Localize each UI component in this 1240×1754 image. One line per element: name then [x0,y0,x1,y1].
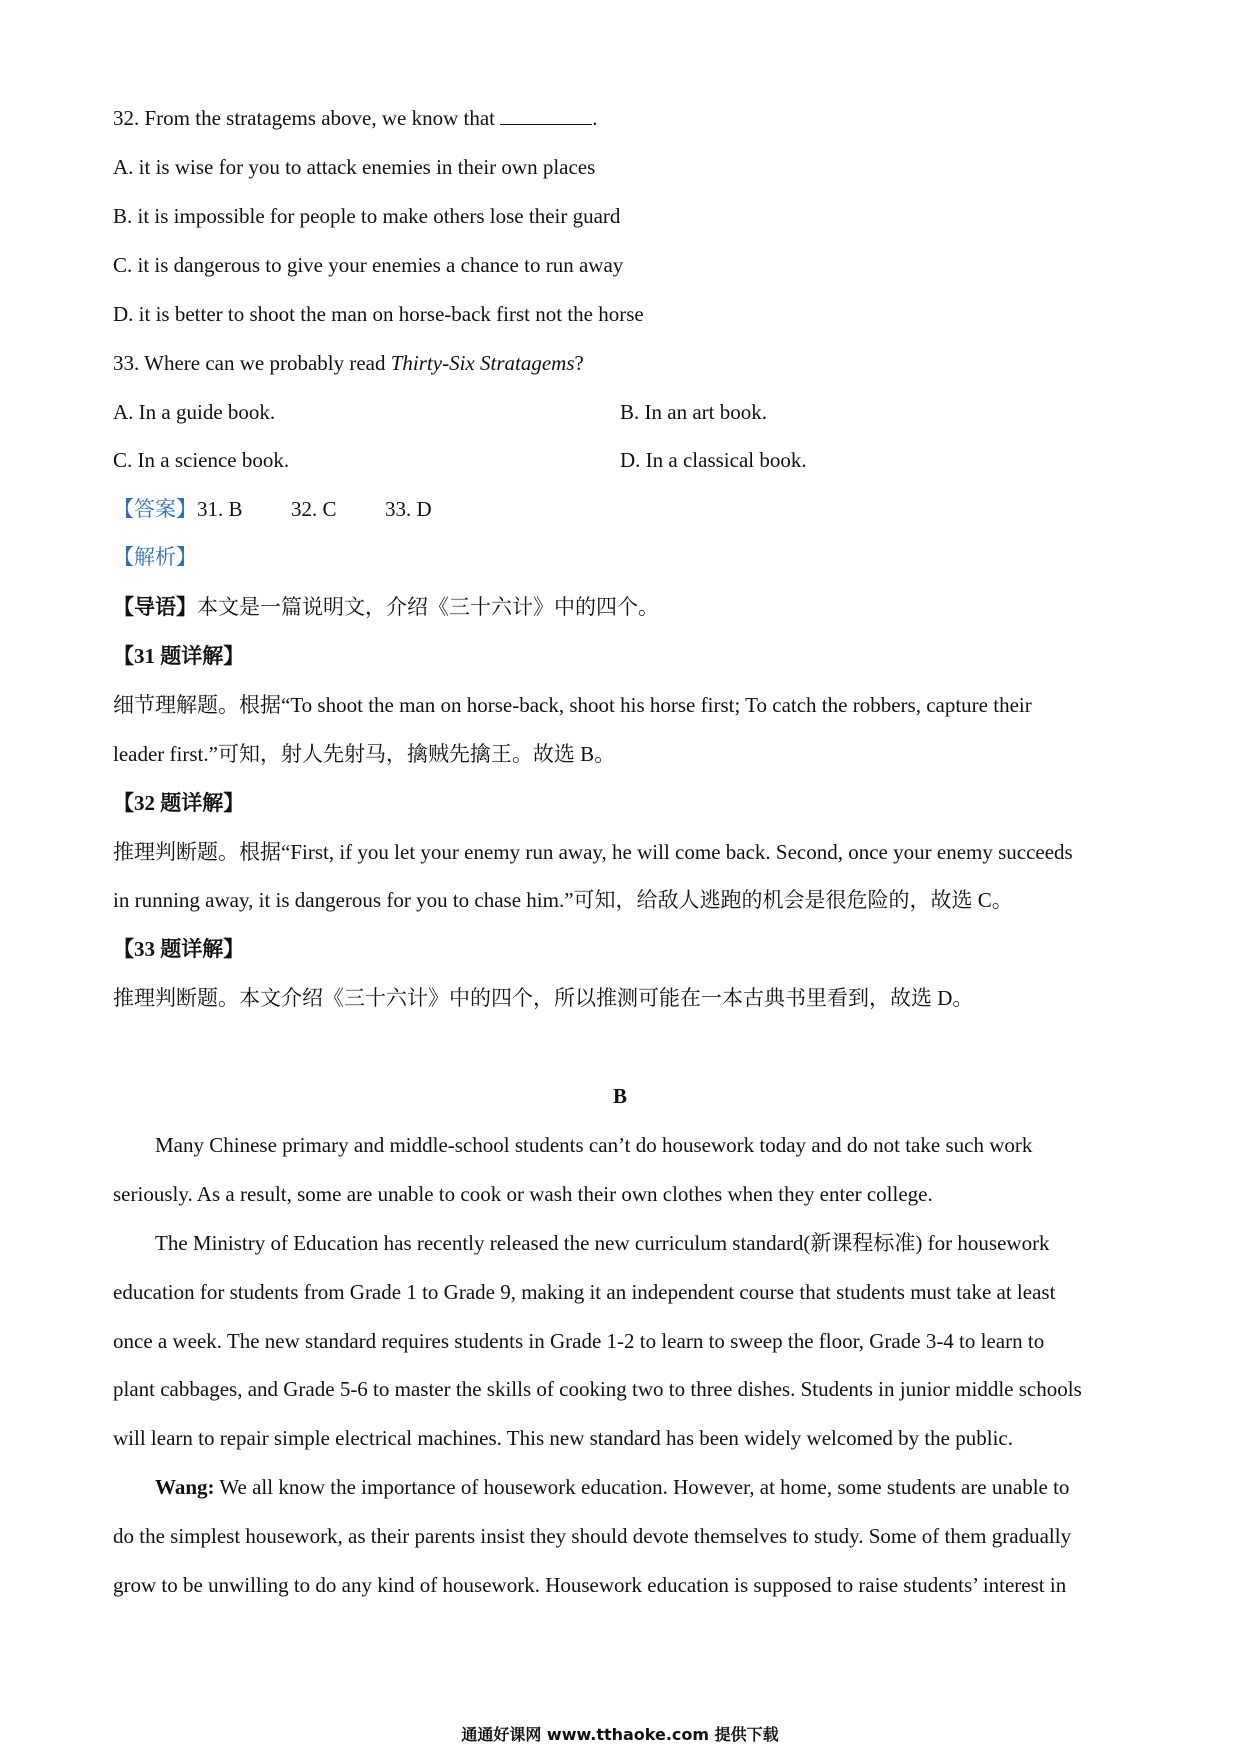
section-b-p2-line1: The Ministry of Education has recently released the new curriculum standard(新课程标准) for housework [155,1231,1050,1255]
section-b-p3-line3: grow to be unwilling to do any kind of housework. Housework education is supposed to raise students’ interest in [113,1573,1067,1597]
q32-stem: 32. From the stratagems above, we know that . [113,106,598,130]
section-b-p2-line3: once a week. The new standard requires students in Grade 1-2 to learn to sweep the floor, Grade 3-4 to learn to [113,1329,1045,1353]
guide-label: 【导语】 [113,595,197,619]
answer-blank [500,106,592,125]
section-b-p2-line5: will learn to repair simple electrical machines. This new standard has been widely welcomed by the public. [113,1426,1013,1450]
guide-row [113,593,659,621]
detail-32-label: 【32 题详解】 [113,791,245,815]
analysis-label: 【解析】 [113,545,197,569]
q32-option-c: C. it is dangerous to give your enemies a chance to run away [113,253,624,277]
detail-31-line2: leader first.”可知，射人先射马，擒贼先擒王。故选 B。 [113,742,616,766]
detail-33-label: 【33 题详解】 [113,937,245,961]
q33-option-b: B. In an art book. [620,400,767,424]
detail-33-line1: 推理判断题。本文介绍《三十六计》中的四个，所以推测可能在一本古典书里看到，故选 D。 [113,986,974,1010]
section-b-p3-line1: Wang: We all know the importance of housework education. However, at home, some students are unable to [155,1475,1070,1499]
answer-33: 33. D [385,497,432,521]
q32-option-a: A. it is wise for you to attack enemies in their own places [113,155,596,179]
section-b-heading: B [612,1084,627,1108]
detail-31-line1: 细节理解题。根据“To shoot the man on horse-back, shoot his horse first; To catch the robbers, capture their [113,693,1032,717]
answer-row [113,495,432,523]
page-footer: 通通好课网 www.tthaoke.com 提供下载 [461,1725,779,1744]
answer-32: 32. C [291,497,337,521]
speaker-label: Wang: [155,1475,215,1499]
q32-option-b: B. it is impossible for people to make others lose their guard [113,204,621,228]
q33-option-a: A. In a guide book. [113,400,276,424]
guide-text: 本文是一篇说明文，介绍《三十六计》中的四个。 [197,595,659,619]
section-b-p2-line4: plant cabbages, and Grade 5-6 to master the skills of cooking two to three dishes. Students in junior middle schools [113,1377,1082,1401]
answer-31: 31. B [197,497,243,521]
q33-option-d: D. In a classical book. [620,448,807,472]
section-b-p2-line2: education for students from Grade 1 to Grade 9, making it an independent course that students must take at least [113,1280,1056,1304]
answer-label: 【答案】 [113,497,197,521]
section-b-p1-line1: Many Chinese primary and middle-school students can’t do housework today and do not take such work [155,1133,1033,1157]
book-title: Thirty-Six Stratagems [390,351,575,375]
q33-stem: 33. Where can we probably read Thirty-Six Stratagems? [113,351,584,375]
q33-option-c: C. In a science book. [113,448,290,472]
section-b-p3-line2: do the simplest housework, as their parents insist they should devote themselves to study. Some of them gradually [113,1524,1072,1548]
q32-option-d: D. it is better to shoot the man on horse-back first not the horse [113,302,644,326]
detail-31-label: 【31 题详解】 [113,644,245,668]
detail-32-line2: in running away, it is dangerous for you to chase him.”可知，给敌人逃跑的机会是很危险的，故选 C。 [113,888,1013,912]
section-b-p1-line2: seriously. As a result, some are unable to cook or wash their own clothes when they enter college. [113,1182,933,1206]
detail-32-line1: 推理判断题。根据“First, if you let your enemy run away, he will come back. Second, once your enemy succeeds [113,840,1073,864]
